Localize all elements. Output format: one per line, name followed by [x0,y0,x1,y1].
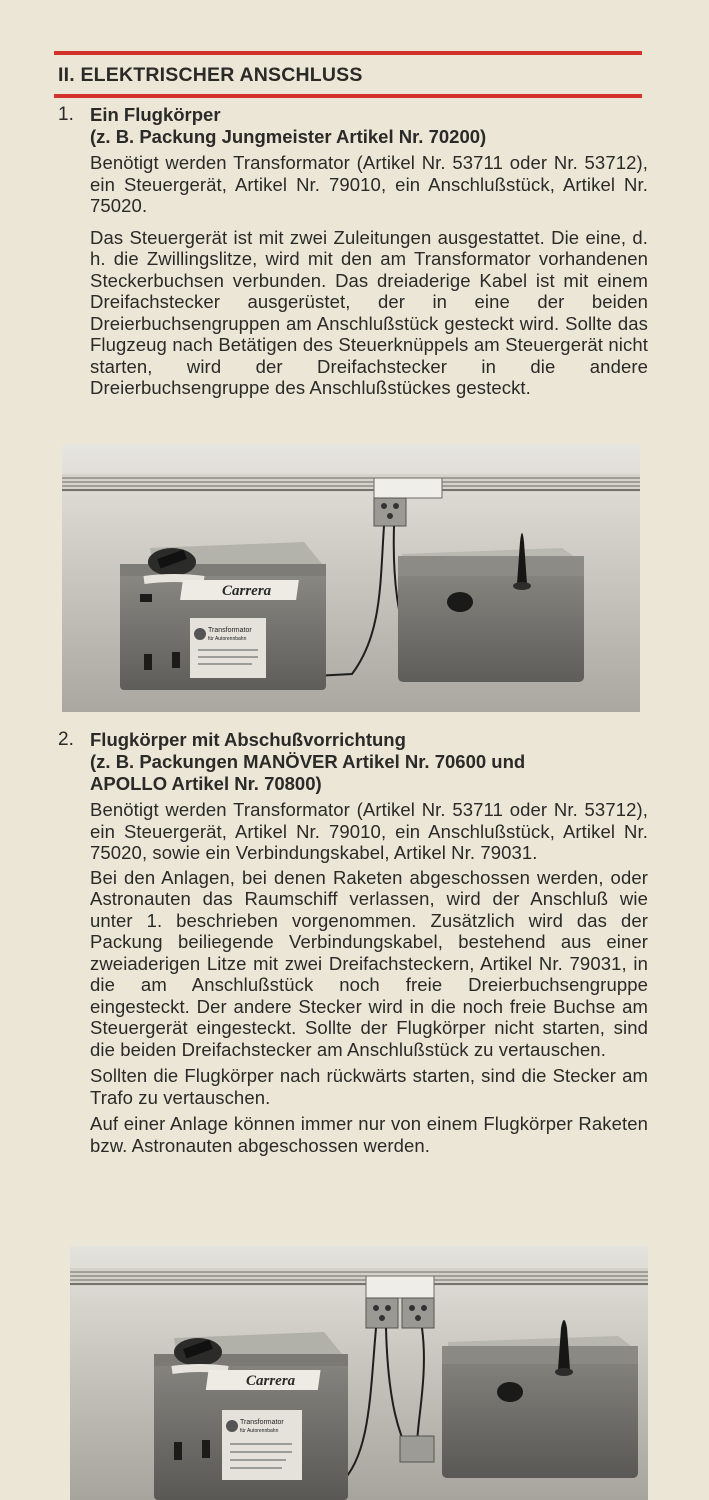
section-1 [58,104,648,399]
transformer-brand: Carrera [246,1373,296,1389]
photo-transformer-controller-2 [70,1246,648,1500]
transformer-label-title: Transformator [240,1419,284,1426]
transformer-label-sub: für Autorennbahn [208,636,247,642]
section-1-number: 1. [58,104,74,125]
photo-transformer-controller-1 [62,444,640,712]
section-2-paragraph: Bei den Anlagen, bei denen Raketen abgeschossen werden, oder Astronauten das Raumschiff verlassen, wird der Anschluß wie unter 1. beschrieben vorgenommen. Zusätzlich wird das der Packung beiliegende Verbindungskabel, bestehend aus einer zweiaderigen Litze mit zwei Dreifachsteckern, Artikel Nr. 79031, in die am Anschlußstück noch freie Dreierbuchsengruppe eingesteckt. Der andere Stecker wird in die noch freie Buchse am Steuergerät eingesteckt. Sollte der Flugkörper nicht starten, sind die beiden Dreifachstecker am Anschlußstück zu vertauschen. [90,866,648,1060]
section-2-title [90,729,648,795]
section-2-paragraph: Sollten die Flugkörper nach rückwärts starten, sind die Stecker am Trafo zu vertauschen. [90,1065,648,1108]
controller [398,533,584,682]
transformer [154,1332,348,1500]
transformer-label-sub: für Autorennbahn [240,1428,279,1434]
section-2-paragraph: Benötigt werden Transformator (Artikel Nr. 53711 oder Nr. 53712), ein Steuergerät, Artikel Nr. 79010, ein Anschlußstück, Artikel Nr. 75020, sowie ein Verbindungskabel, Artikel Nr. 79031. [90,799,648,863]
section-1-title-line1: Ein Flugkörper [90,104,221,125]
section-1-title [90,104,648,148]
transformer-brand: Carrera [222,583,272,599]
section-2-title-line3: APOLLO Artikel Nr. 70800) [90,773,322,794]
top-red-rule [54,51,642,55]
connector-piece [374,478,442,498]
transformer-label-title: Transformator [208,627,252,634]
section-1-paragraph: Das Steuergerät ist mit zwei Zuleitungen ausgestattet. Die eine, d. h. die Zwillingslitze, wird mit den am Transformator vorhandenen Steckerbuchsen verbunden. Das dreiaderige Kabel ist mit einem Dreifachstecker ausgerüstet, der in eine der beiden Dreierbuchsengruppen am Anschlußstück gesteckt wird. Sollte das Flugzeug nach Betätigen des Steuerknüppels am Steuergerät nicht starten, wird der Dreifachstecker in die andere Dreierbuchsengruppe des Anschlußstückes gesteckt. [90,226,648,398]
heading-red-rule [54,94,642,98]
section-heading: II. ELEKTRISCHER ANSCHLUSS [58,64,363,86]
section-1-paragraph: Benötigt werden Transformator (Artikel Nr. 53711 oder Nr. 53712), ein Steuergerät, Artikel Nr. 79010, ein Anschlußstück, Artikel Nr. 75020. [90,152,648,216]
transformer [120,542,326,690]
section-2 [58,729,648,1156]
section-2-title-line2: (z. B. Packungen MANÖVER Artikel Nr. 70600 und [90,751,526,772]
section-2-number: 2. [58,729,74,750]
section-2-title-line1: Flugkörper mit Abschußvorrichtung [90,729,406,750]
section-2-paragraph: Auf einer Anlage können immer nur von einem Flugkörper Raketen bzw. Astronauten abgeschossen werden. [90,1113,648,1156]
section-1-title-line2: (z. B. Packung Jungmeister Artikel Nr. 70200) [90,126,487,147]
connector-piece [366,1276,434,1298]
